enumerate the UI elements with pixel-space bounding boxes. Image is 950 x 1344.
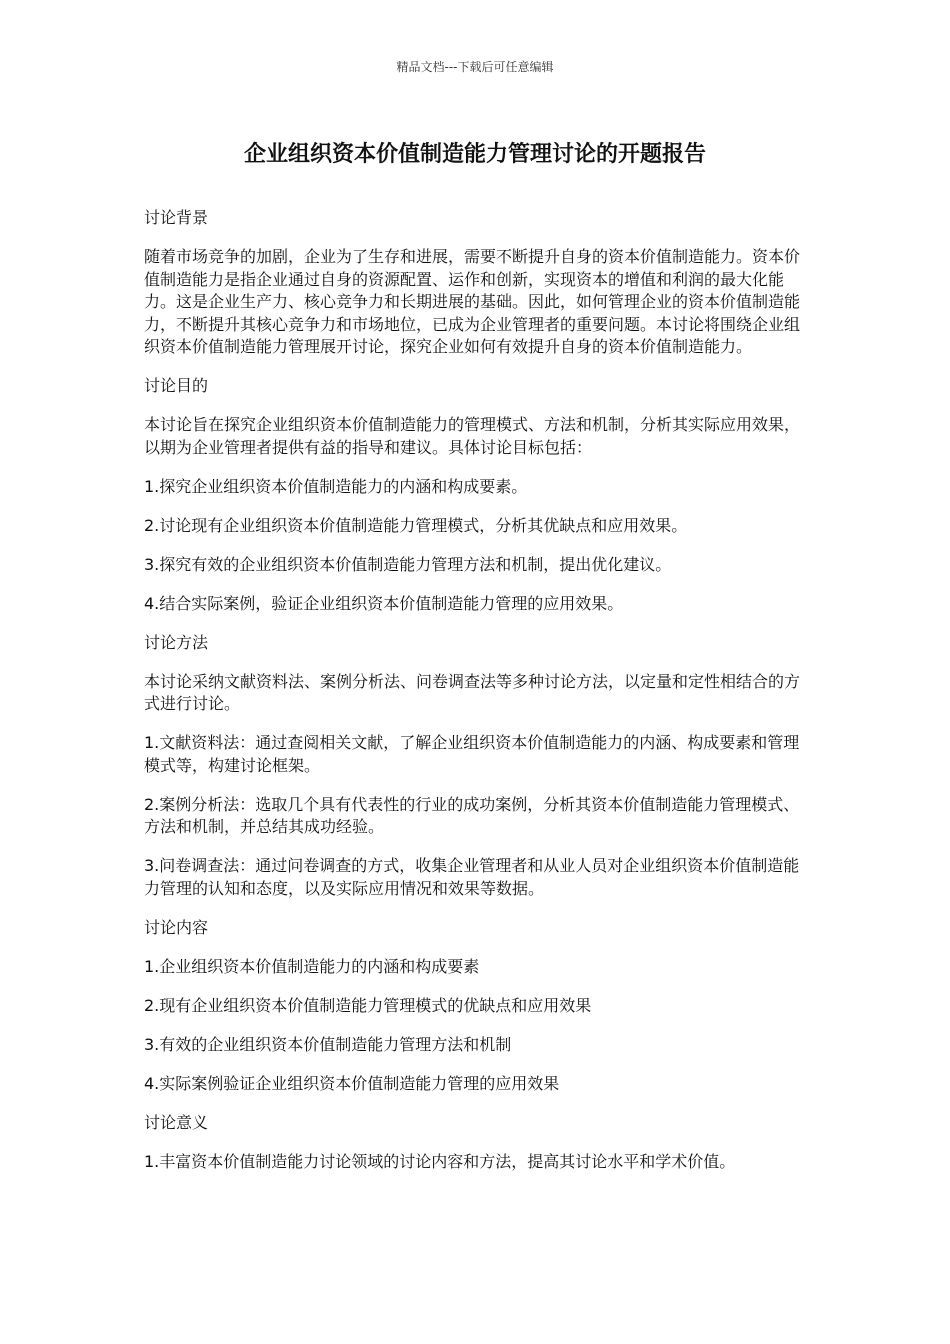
section-background (144, 207, 804, 359)
list-item: 3.问卷调查法：通过问卷调查的方式，收集企业管理者和从业人员对企业组织资本价值制造能力管理的认知和态度，以及实际应用情况和效果等数据。 (144, 856, 800, 898)
document-body (144, 207, 804, 1190)
section-heading: 讨论目的 (144, 376, 209, 395)
section-heading: 讨论背景 (144, 208, 209, 227)
header-note: 精品文档---下载后可任意编辑 (396, 60, 554, 74)
paragraph: 随着市场竞争的加剧，企业为了生存和进展，需要不断提升自身的资本价值制造能力。资本价值制造能力是指企业通过自身的资源配置、运作和创新，实现资本的增值和利润的最大化能力。这是企业生产力、核心竞争力和长期进展的基础。因此，如何管理企业的资本价值制造能力，不断提升其核心竞争力和市场地位，已成为企业管理者的重要问题。本讨论将围绕企业组织资本价值制造能力管理展开讨论，探究企业如何有效提升自身的资本价值制造能力。 (144, 247, 801, 356)
section-heading: 讨论内容 (144, 917, 209, 937)
section-content (144, 917, 804, 1096)
list-item: 4.结合实际案例，验证企业组织资本价值制造能力管理的应用效果。 (144, 593, 624, 613)
paragraph: 本讨论旨在探究企业组织资本价值制造能力的管理模式、方法和机制，分析其实际应用效果，以期为企业管理者提供有益的指导和建议。具体讨论目标包括： (144, 415, 801, 457)
list-item: 3.有效的企业组织资本价值制造能力管理方法和机制 (144, 1034, 512, 1054)
section-heading: 讨论方法 (144, 632, 209, 652)
list-item: 2.讨论现有企业组织资本价值制造能力管理模式，分析其优缺点和应用效果。 (144, 515, 688, 535)
list-item: 2.案例分析法：选取几个具有代表性的行业的成功案例，分析其资本价值制造能力管理模式、方法和机制，并总结其成功经验。 (144, 794, 800, 836)
section-method (144, 632, 804, 901)
list-item: 4.实际案例验证企业组织资本价值制造能力管理的应用效果 (144, 1073, 560, 1093)
section-heading: 讨论意义 (144, 1112, 209, 1132)
section-significance (144, 1112, 804, 1174)
list-item: 1.企业组织资本价值制造能力的内涵和构成要素 (144, 956, 480, 976)
list-item: 1.探究企业组织资本价值制造能力的内涵和构成要素。 (144, 476, 528, 496)
list-item: 3.探究有效的企业组织资本价值制造能力管理方法和机制，提出优化建议。 (144, 554, 672, 574)
list-item: 1.文献资料法：通过查阅相关文献，了解企业组织资本价值制造能力的内涵、构成要素和管理模式等，构建讨论框架。 (144, 733, 800, 775)
document-title: 企业组织资本价值制造能力管理讨论的开题报告 (243, 142, 706, 167)
list-item: 2.现有企业组织资本价值制造能力管理模式的优缺点和应用效果 (144, 995, 592, 1015)
list-item: 1.丰富资本价值制造能力讨论领域的讨论内容和方法，提高其讨论水平和学术价值。 (144, 1151, 736, 1171)
section-purpose (144, 375, 804, 615)
paragraph: 本讨论采纳文献资料法、案例分析法、问卷调查法等多种讨论方法，以定量和定性相结合的方式进行讨论。 (144, 671, 801, 713)
